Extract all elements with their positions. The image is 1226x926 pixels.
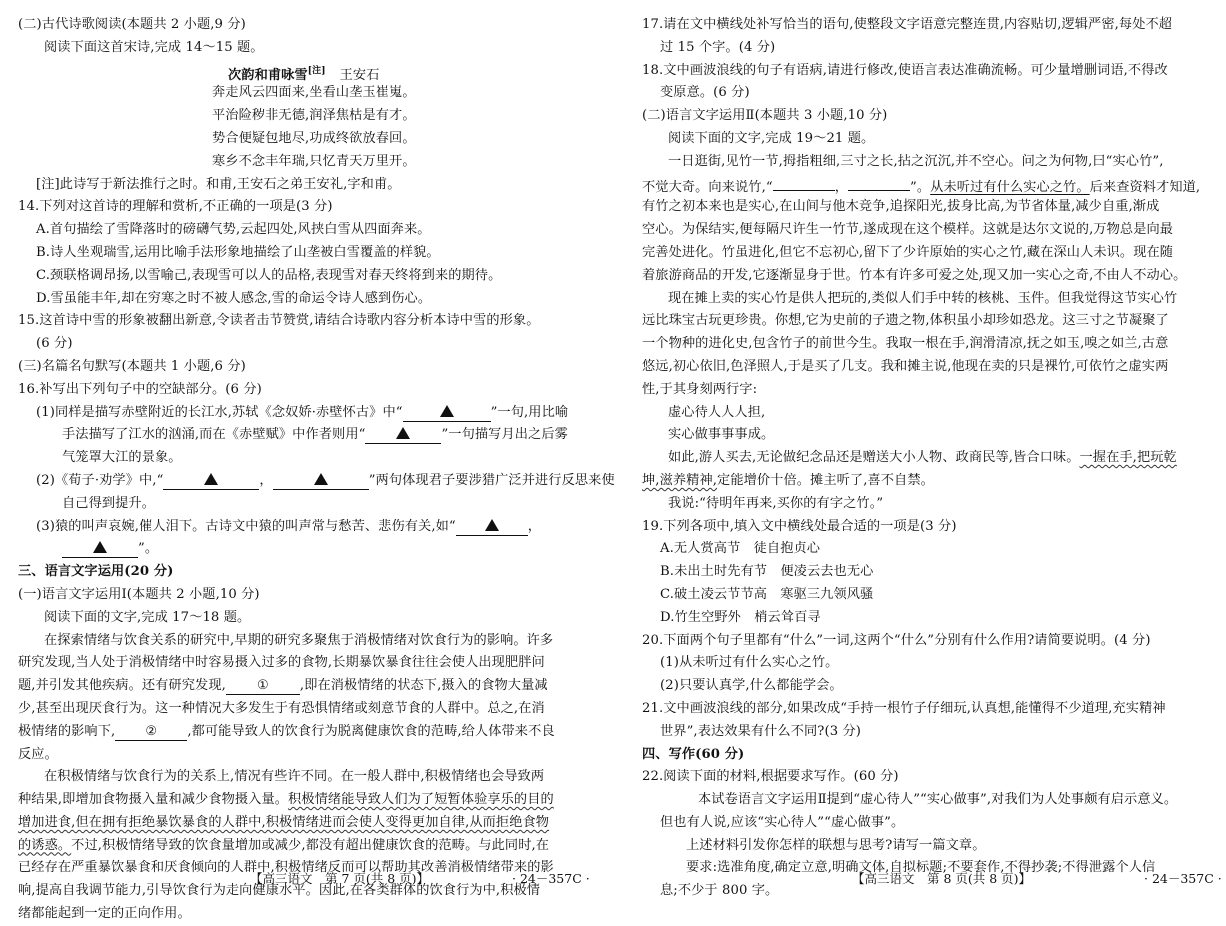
section-heading: (二)古代诗歌阅读(本题共 2 小题,9 分) xyxy=(18,17,246,32)
question-18-cont: 变原意。(6 分) xyxy=(660,85,750,101)
passage-line: 题,并引发其他疾病。还有研究发现, ① ,即在消极情绪的状态下,摄入的食物大量减 xyxy=(18,678,548,694)
option-19d: D.竹生空野外 梢云耸百寻 xyxy=(660,609,821,625)
question-20: 20.下面两个句子里都有“什么”一词,这两个“什么”分别有什么作用?请简要说明。(4 分) xyxy=(642,632,1151,648)
question-16: 16.补写出下列句子中的空缺部分。(6 分) xyxy=(18,381,262,397)
writing-prompt: 上述材料引发你怎样的联想与思考?请写一篇文章。 xyxy=(686,837,986,853)
page-footer: 【高三语文 第 7 页(共 8 页)】 xyxy=(250,871,430,886)
answer-blank-2[interactable]: ② xyxy=(115,724,187,741)
poem-title-line xyxy=(18,60,604,83)
underlined-sentence: 从未听过有什么实心之竹。 xyxy=(930,179,1090,195)
page-7-column xyxy=(18,14,615,926)
wavy-sentence: 增加进食,但在拥有拒绝暴饮暴食的人群中,积极情绪进而会使人变得更加自律,从而拒绝食物 xyxy=(18,814,550,830)
passage-line: 完善处进化。竹虽进化,但它不忘初心,留下了少许原始的实心之竹,藏在深山人未识。现在随 xyxy=(642,244,1174,260)
couplet-line-1: 虚心待人人人担, xyxy=(668,404,766,420)
section-heading: 三、语言文字运用(20 分) xyxy=(18,564,174,580)
note-mark: [注] xyxy=(307,65,326,76)
passage-line: 空心。为保结实,便每隔尺许生一竹节,遂成现在这个模样。这就是达尔文说的,万物总是向最 xyxy=(642,222,1174,238)
question-16-3-end: ”。 xyxy=(18,538,604,561)
question-21: 21.文中画波浪线的部分,如果改成“手持一根竹子仔细玩,认真想,能懂得不少道理,充实精神 xyxy=(642,700,1166,716)
passage-line: 种结果,即增加食物摄入量和减少食物摄入量。积极情绪能导致人们为了短暂体验享乐的目的 xyxy=(18,792,554,808)
answer-blank[interactable] xyxy=(848,174,910,191)
option-19b: B.未出土时先有节 便凌云去也无心 xyxy=(660,564,874,580)
passage-line: 现在摊上卖的实心竹是供人把玩的,类似人们手中转的核桃、玉件。但我觉得这节实心竹 xyxy=(668,290,1178,306)
question-15-score: (6 分) xyxy=(36,336,73,352)
section-heading: (三)名篇名句默写(本题共 1 小题,6 分) xyxy=(18,358,246,374)
question-16-2-end: 自己得到提升。 xyxy=(62,495,156,511)
subsection-heading: (二)语言文字运用Ⅱ(本题共 3 小题,10 分) xyxy=(642,108,888,124)
couplet-line-2: 实心做事事事成。 xyxy=(668,427,775,443)
option-14a: A.首句描绘了雪降落时的磅礴气势,云起四处,风挟白雪从四面奔来。 xyxy=(36,222,431,238)
option-19a: A.无人赏高节 徒自抱贞心 xyxy=(660,541,821,557)
passage-line: 性,于其身刻两行字: xyxy=(642,381,758,397)
passage-line: 一日逛街,见竹一节,拇指粗细,三寸之长,拈之沉沉,并不空心。问之为何物,曰“实心竹”, xyxy=(668,153,1164,169)
page-code: · 24－357C · xyxy=(1144,871,1222,886)
poem-title: 次韵和甫咏雪 xyxy=(228,67,308,83)
passage-line: 不觉大奇。向来说竹,“ ， ”。从未听过有什么实心之竹。后来查资料才知道, xyxy=(642,174,1220,197)
instruction: 阅读下面的文字,完成 19～21 题。 xyxy=(668,130,875,146)
page-8 xyxy=(622,0,1222,900)
question-14: 14.下列对这首诗的理解和赏析,不正确的一项是(3 分) xyxy=(18,199,333,215)
instruction: 阅读下面的文字,完成 17～18 题。 xyxy=(44,609,251,625)
answer-blank[interactable] xyxy=(403,405,491,422)
passage-line: 我说:“待明年再来,买你的有字之竹。” xyxy=(668,495,884,511)
passage-line: 已经存在严重暴饮暴食和厌食倾向的人群中,积极情绪反而可以帮助其改善消极情绪带来的影 xyxy=(18,860,554,876)
passage-line: 远比珠宝古玩更珍贵。你想,它为史前的子遗之物,体积虽小却珍如恐龙。这三寸之节凝聚了 xyxy=(642,313,1169,329)
writing-requirements: 要求:选准角度,确定立意,明确文体,自拟标题;不要套作,不得抄袭;不得泄露个人信 xyxy=(686,860,1156,876)
passage-line: 少,甚至出现厌食行为。这一种情况大多发生于有恐惧情绪或刻意节食的人群中。总之,在消 xyxy=(18,700,545,716)
wavy-sentence: 一握在手,把玩乾 xyxy=(1079,450,1177,466)
passage-line: 有竹之初本来也是实心,在山间与他木竞争,追探阳光,拔身比高,为节省体量,减少自重,渐成 xyxy=(642,199,1160,215)
page-code: · 24－357C · xyxy=(512,871,590,886)
blank-marker-icon xyxy=(396,427,410,439)
question-16-3: (3)猿的叫声哀婉,催人泪下。古诗文中猿的叫声常与愁苦、悲伤有关,如“ ， xyxy=(36,518,542,534)
question-17: 17.请在文中横线处补写恰当的语句,使整段文字语意完整连贯,内容贴切,逻辑严密,每处不超 xyxy=(642,17,1173,32)
poem-author: 王安石 xyxy=(339,67,380,83)
wavy-sentence: 积极情绪能导致人们为了短暂体验享乐的目的 xyxy=(288,792,554,808)
answer-blank[interactable] xyxy=(456,519,528,536)
subsection-heading: (一)语言文字运用Ⅰ(本题共 2 小题,10 分) xyxy=(18,586,260,602)
passage-line: 如此,游人买去,无论做纪念品还是赠送大小人物、政商民等,皆合口味。一握在手,把玩乾 xyxy=(668,450,1177,466)
blank-marker-icon xyxy=(485,519,499,531)
question-18: 18.文中画波浪线的句子有语病,请进行修改,使语言表达准确流畅。可少量增删词语,不得改 xyxy=(642,62,1168,78)
blank-marker-icon xyxy=(93,541,107,553)
passage-line: 研究发现,当人处于消极情绪中时容易摄入过多的食物,长期暴饮暴食往往会使人出现肥胖问 xyxy=(18,655,545,671)
passage-line: 在探索情绪与饮食关系的研究中,早期的研究多聚焦于消极情绪对饮食行为的影响。许多 xyxy=(44,632,554,648)
question-21-cont: 世界”,表达效果有什么不同?(3 分) xyxy=(660,723,862,739)
wavy-sentence: 坤,滋养精神, xyxy=(642,472,718,488)
passage-line: 坤,滋养精神,定能增价十倍。摊主听了,喜不自禁。 xyxy=(642,472,934,488)
passage-line: 的诱惑。不过,积极情绪导致的饮食量增加或减少,都没有超出健康饮食的范畴。与此同时,在 xyxy=(18,837,550,853)
section-heading: 四、写作(60 分) xyxy=(642,746,745,762)
page-8-column xyxy=(642,14,1220,903)
answer-blank[interactable] xyxy=(163,473,259,490)
blank-marker-icon xyxy=(314,473,328,485)
passage-line xyxy=(18,812,604,835)
passage-line: 着旅游商品的开发,它逐渐显身于世。竹本有许多可爱之处,现又加一实心之奇,不由人不动心。 xyxy=(642,267,1187,283)
wavy-sentence: 的诱惑。 xyxy=(18,837,72,853)
question-22: 22.阅读下面的材料,根据要求写作。(60 分) xyxy=(642,769,899,785)
page-footer: 【高三语文 第 8 页(共 8 页)】 xyxy=(852,871,1032,886)
answer-blank[interactable] xyxy=(62,541,138,558)
page-7 xyxy=(0,0,615,922)
option-14d: D.雪虽能丰年,却在穷寒之时不被人感念,雪的命运令诗人感到伤心。 xyxy=(36,290,432,306)
poem-line-1: 奔走风云四面来,坐看山垄玉崔嵬。 xyxy=(212,85,416,101)
blank-marker-icon xyxy=(204,473,218,485)
option-14c: C.颈联格调昂扬,以雪喻己,表现雪可以人的品格,表现雪对春天终将到来的期待。 xyxy=(36,267,502,283)
option-14b: B.诗人坐观瑞雪,运用比喻手法形象地描绘了山垄被白雪覆盖的样貌。 xyxy=(36,244,440,260)
poem-note: [注]此诗写于新法推行之时。和甫,王安石之弟王安礼,字和甫。 xyxy=(36,176,401,192)
question-20-1: (1)从未听过有什么实心之竹。 xyxy=(660,655,839,671)
question-17-cont: 过 15 个字。(4 分) xyxy=(660,39,776,55)
passage-line: 反应。 xyxy=(18,746,58,762)
poem-line-2: 平治险秽非无德,润泽焦枯是有才。 xyxy=(212,108,416,124)
question-19: 19.下列各项中,填入文中横线处最合适的一项是(3 分) xyxy=(642,518,957,534)
passage-line: 悠远,初心依旧,色泽照人,于是买了几支。我和摊主说,他现在卖的只是裸竹,可依竹之虚实两 xyxy=(642,358,1169,374)
question-16-1-cont: 手法描写了江水的汹涌,而在《赤壁赋》中作者则用“ ”一句描写月出之后雾 xyxy=(62,427,568,443)
material-line: 但也有人说,应该“实心待人”“虚心做事”。 xyxy=(660,814,905,830)
passage-line: 响,提高自我调节能力,引导饮食行为走向健康水平。因此,在各类群体的饮食行为中,积极情 xyxy=(18,883,541,899)
passage-line: 极情绪的影响下, ② ,都可能导致人的饮食行为脱离健康饮食的范畴,给人体带来不良 xyxy=(18,723,555,739)
poem-line-3: 势合便疑包地尽,功成终欲放春回。 xyxy=(212,130,416,146)
option-19c: C.破土凌云节节高 寒驱三九领风骚 xyxy=(660,586,874,602)
question-16-2: (2)《荀子·劝学》中,“ ， ”两句体现君子要涉猎广泛并进行反思来使 xyxy=(36,472,615,488)
answer-blank[interactable] xyxy=(773,174,835,191)
question-20-2: (2)只要认真学,什么都能学会。 xyxy=(660,678,843,694)
poem-line-4: 寒乡不念丰年瑞,只忆青天万里开。 xyxy=(212,153,416,169)
blank-marker-icon xyxy=(440,405,454,417)
question-15: 15.这首诗中雪的形象被翻出新意,令读者击节赞赏,请结合诗歌内容分析本诗中雪的形象。 xyxy=(18,313,540,329)
passage-line: 一个物种的进化史,包含竹子的前世今生。我取一根在手,润滑清凉,抚之如玉,嗅之如兰,古意 xyxy=(642,336,1169,352)
passage-line: 绪都能起到一定的正向作用。 xyxy=(18,906,191,922)
material-line: 本试卷语言文字运用Ⅱ提到“虚心待人”“实心做事”,对我们为人处事颇有启示意义。 xyxy=(698,792,1178,808)
instruction: 阅读下面这首宋诗,完成 14～15 题。 xyxy=(44,39,264,55)
answer-blank-1[interactable]: ① xyxy=(226,678,300,695)
question-16-1-end: 气笼罩大江的景象。 xyxy=(62,450,182,466)
writing-requirements-cont: 息;不少于 800 字。 xyxy=(660,883,779,899)
passage-line: 在积极情绪与饮食行为的关系上,情况有些许不同。在一般人群中,积极情绪也会导致两 xyxy=(44,769,545,785)
question-16-1: (1)同样是描写赤壁附近的长江水,苏轼《念奴娇·赤壁怀古》中“ ”一句,用比喻 xyxy=(36,404,569,420)
answer-blank[interactable] xyxy=(273,473,369,490)
answer-blank[interactable] xyxy=(365,427,441,444)
